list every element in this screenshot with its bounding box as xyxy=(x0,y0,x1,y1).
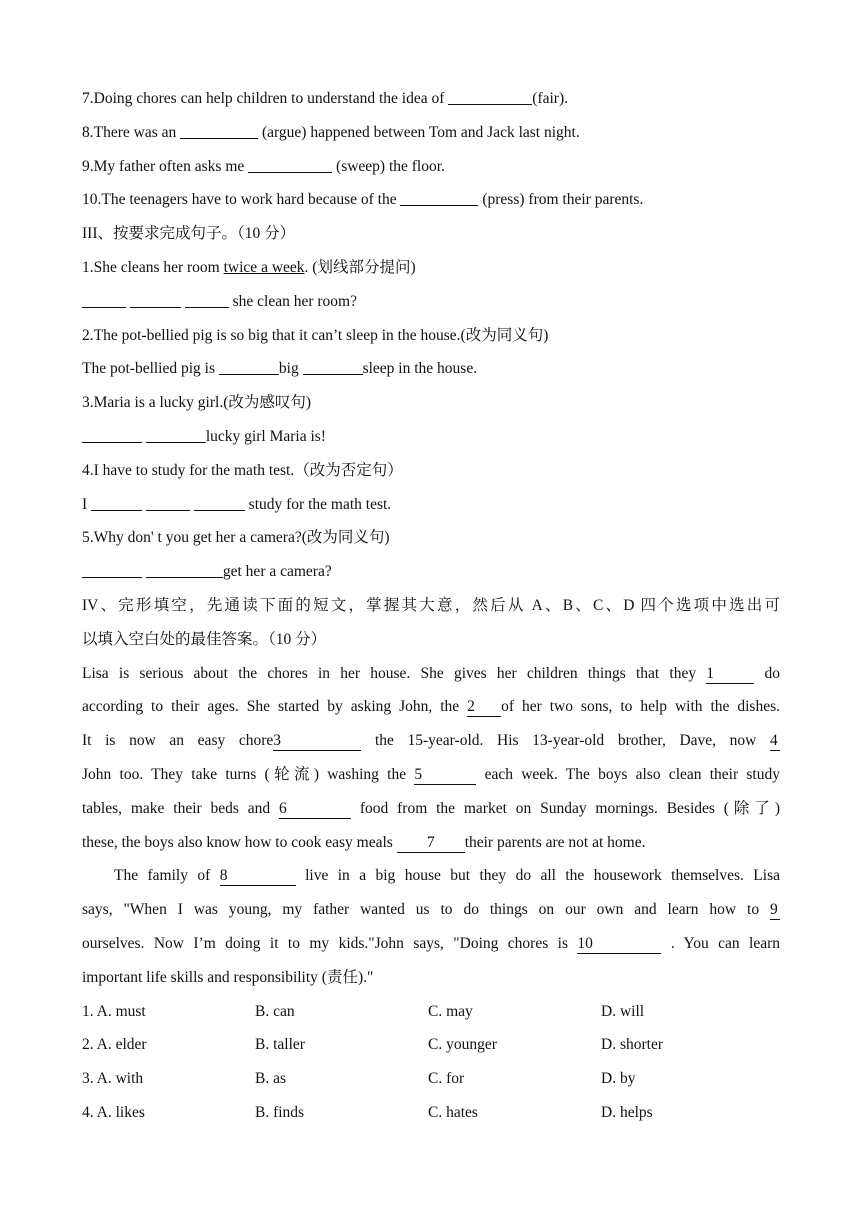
section-4-heading-cont: 以填入空白处的最佳答案。（10 分） xyxy=(82,630,327,648)
option[interactable]: D. shorter xyxy=(601,1036,663,1054)
s3-answer-1: she clean her room? xyxy=(82,285,780,319)
s3-question-1: 1.She cleans her room twice a week. (划线部分提问) xyxy=(82,258,416,276)
passage-line: It is now an easy chore3 the 15-year-old. His 13-year-old brother, Dave, now 4 xyxy=(82,724,780,758)
cloze-blank-7[interactable]: 7 xyxy=(397,834,465,853)
option[interactable]: B. finds xyxy=(255,1103,305,1121)
question-10: 10.The teenagers have to work hard because of the (press) from their parents. xyxy=(82,191,644,209)
question-7: 7.Doing chores can help children to understand the idea of (fair). xyxy=(82,90,569,107)
option[interactable]: C. may xyxy=(428,1002,473,1020)
passage-line: The family of 8 live in a big house but they do all the housework themselves. Lisa xyxy=(114,867,780,885)
answer-blank[interactable] xyxy=(91,496,142,511)
cloze-blank-3[interactable]: 3 xyxy=(273,732,361,751)
s3-answer-3: lucky girl Maria is! xyxy=(82,420,780,454)
passage-line: important life skills and responsibility (责任)." xyxy=(82,968,374,986)
worksheet-page xyxy=(82,82,780,1130)
option[interactable]: D. helps xyxy=(601,1103,653,1121)
answer-blank[interactable] xyxy=(219,360,279,375)
option[interactable]: 1. A. must xyxy=(82,1002,146,1020)
answer-blank[interactable] xyxy=(400,191,478,206)
passage-line: Lisa is serious about the chores in her house. She gives her children things that they 1 do xyxy=(82,664,781,682)
cloze-blank-1[interactable]: 1 xyxy=(706,665,754,684)
option[interactable]: D. will xyxy=(601,1002,645,1020)
passage-line: according to their ages. She started by asking John, the 2 of her two sons, to help with the dishes. xyxy=(82,698,780,716)
cloze-blank-5[interactable]: 5 xyxy=(414,766,476,785)
s3-question-4: 4.I have to study for the math test.（改为否定句） xyxy=(82,461,403,479)
answer-blank[interactable] xyxy=(130,293,181,308)
s3-answer-2: The pot-bellied pig is big sleep in the house. xyxy=(82,360,478,378)
section-3-heading: III、按要求完成句子。（10 分） xyxy=(82,225,296,243)
passage-line: says, "When I was young, my father wanted us to do things on our own and learn how to 9 xyxy=(82,893,780,927)
answer-blank[interactable] xyxy=(180,124,258,139)
option[interactable]: 3. A. with xyxy=(82,1070,144,1088)
answer-blank[interactable] xyxy=(146,563,223,578)
option[interactable]: C. hates xyxy=(428,1103,478,1121)
answer-blank[interactable] xyxy=(303,360,363,375)
options-row xyxy=(82,1062,780,1096)
question-9: 9.My father often asks me (sweep) the floor. xyxy=(82,157,445,175)
cloze-blank-8[interactable]: 8 xyxy=(220,867,296,886)
underlined-phrase: twice a week xyxy=(223,258,305,276)
answer-blank[interactable] xyxy=(248,158,332,173)
options-row xyxy=(82,995,780,1029)
s3-question-5: 5.Why don' t you get her a camera?(改为同义句) xyxy=(82,529,390,547)
options-row xyxy=(82,1028,780,1062)
answer-blank[interactable] xyxy=(146,428,206,443)
answer-blank[interactable] xyxy=(146,496,190,511)
cloze-blank-10[interactable]: 10 xyxy=(577,935,661,954)
s3-question-3: 3.Maria is a lucky girl.(改为感叹句) xyxy=(82,394,312,412)
option[interactable]: B. taller xyxy=(255,1036,305,1054)
answer-blank[interactable] xyxy=(82,563,142,578)
question-8: 8.There was an (argue) happened between Tom and Jack last night. xyxy=(82,123,580,141)
answer-blank[interactable] xyxy=(448,90,532,105)
option[interactable]: D. by xyxy=(601,1070,636,1088)
s3-answer-4: I study for the math test. xyxy=(82,495,392,513)
cloze-blank-2[interactable]: 2 xyxy=(467,698,501,717)
s3-answer-5: get her a camera? xyxy=(82,555,780,589)
option[interactable]: 2. A. elder xyxy=(82,1036,147,1054)
answer-blank[interactable] xyxy=(194,496,245,511)
options-row xyxy=(82,1096,780,1130)
option[interactable]: B. can xyxy=(255,1002,295,1020)
cloze-blank-6[interactable]: 6 xyxy=(279,800,351,819)
option[interactable]: C. younger xyxy=(428,1036,497,1054)
passage-line: these, the boys also know how to cook easy meals 7 their parents are not at home. xyxy=(82,833,646,851)
section-4-heading: IV、完形填空，先通读下面的短文，掌握其大意，然后从 A、B、C、D 四个选项中选出可 xyxy=(82,596,780,614)
passage-line: John too. They take turns (轮流) washing the 5 each week. The boys also clean their study xyxy=(82,765,780,783)
option[interactable]: B. as xyxy=(255,1070,286,1088)
cloze-blank-4[interactable]: 4 xyxy=(770,732,780,751)
cloze-blank-9[interactable]: 9 xyxy=(770,901,780,920)
option[interactable]: 4. A. likes xyxy=(82,1103,145,1121)
passage-line: tables, make their beds and 6 food from the market on Sunday mornings. Besides (除了) xyxy=(82,799,780,817)
answer-blank[interactable] xyxy=(82,293,126,308)
answer-blank[interactable] xyxy=(185,293,229,308)
answer-blank[interactable] xyxy=(82,428,142,443)
option[interactable]: C. for xyxy=(428,1070,465,1088)
s3-question-2: 2.The pot-bellied pig is so big that it can’t sleep in the house.(改为同义句) xyxy=(82,326,549,344)
passage-line: ourselves. Now I’m doing it to my kids."John says, "Doing chores is 10 . You can learn xyxy=(82,934,781,952)
